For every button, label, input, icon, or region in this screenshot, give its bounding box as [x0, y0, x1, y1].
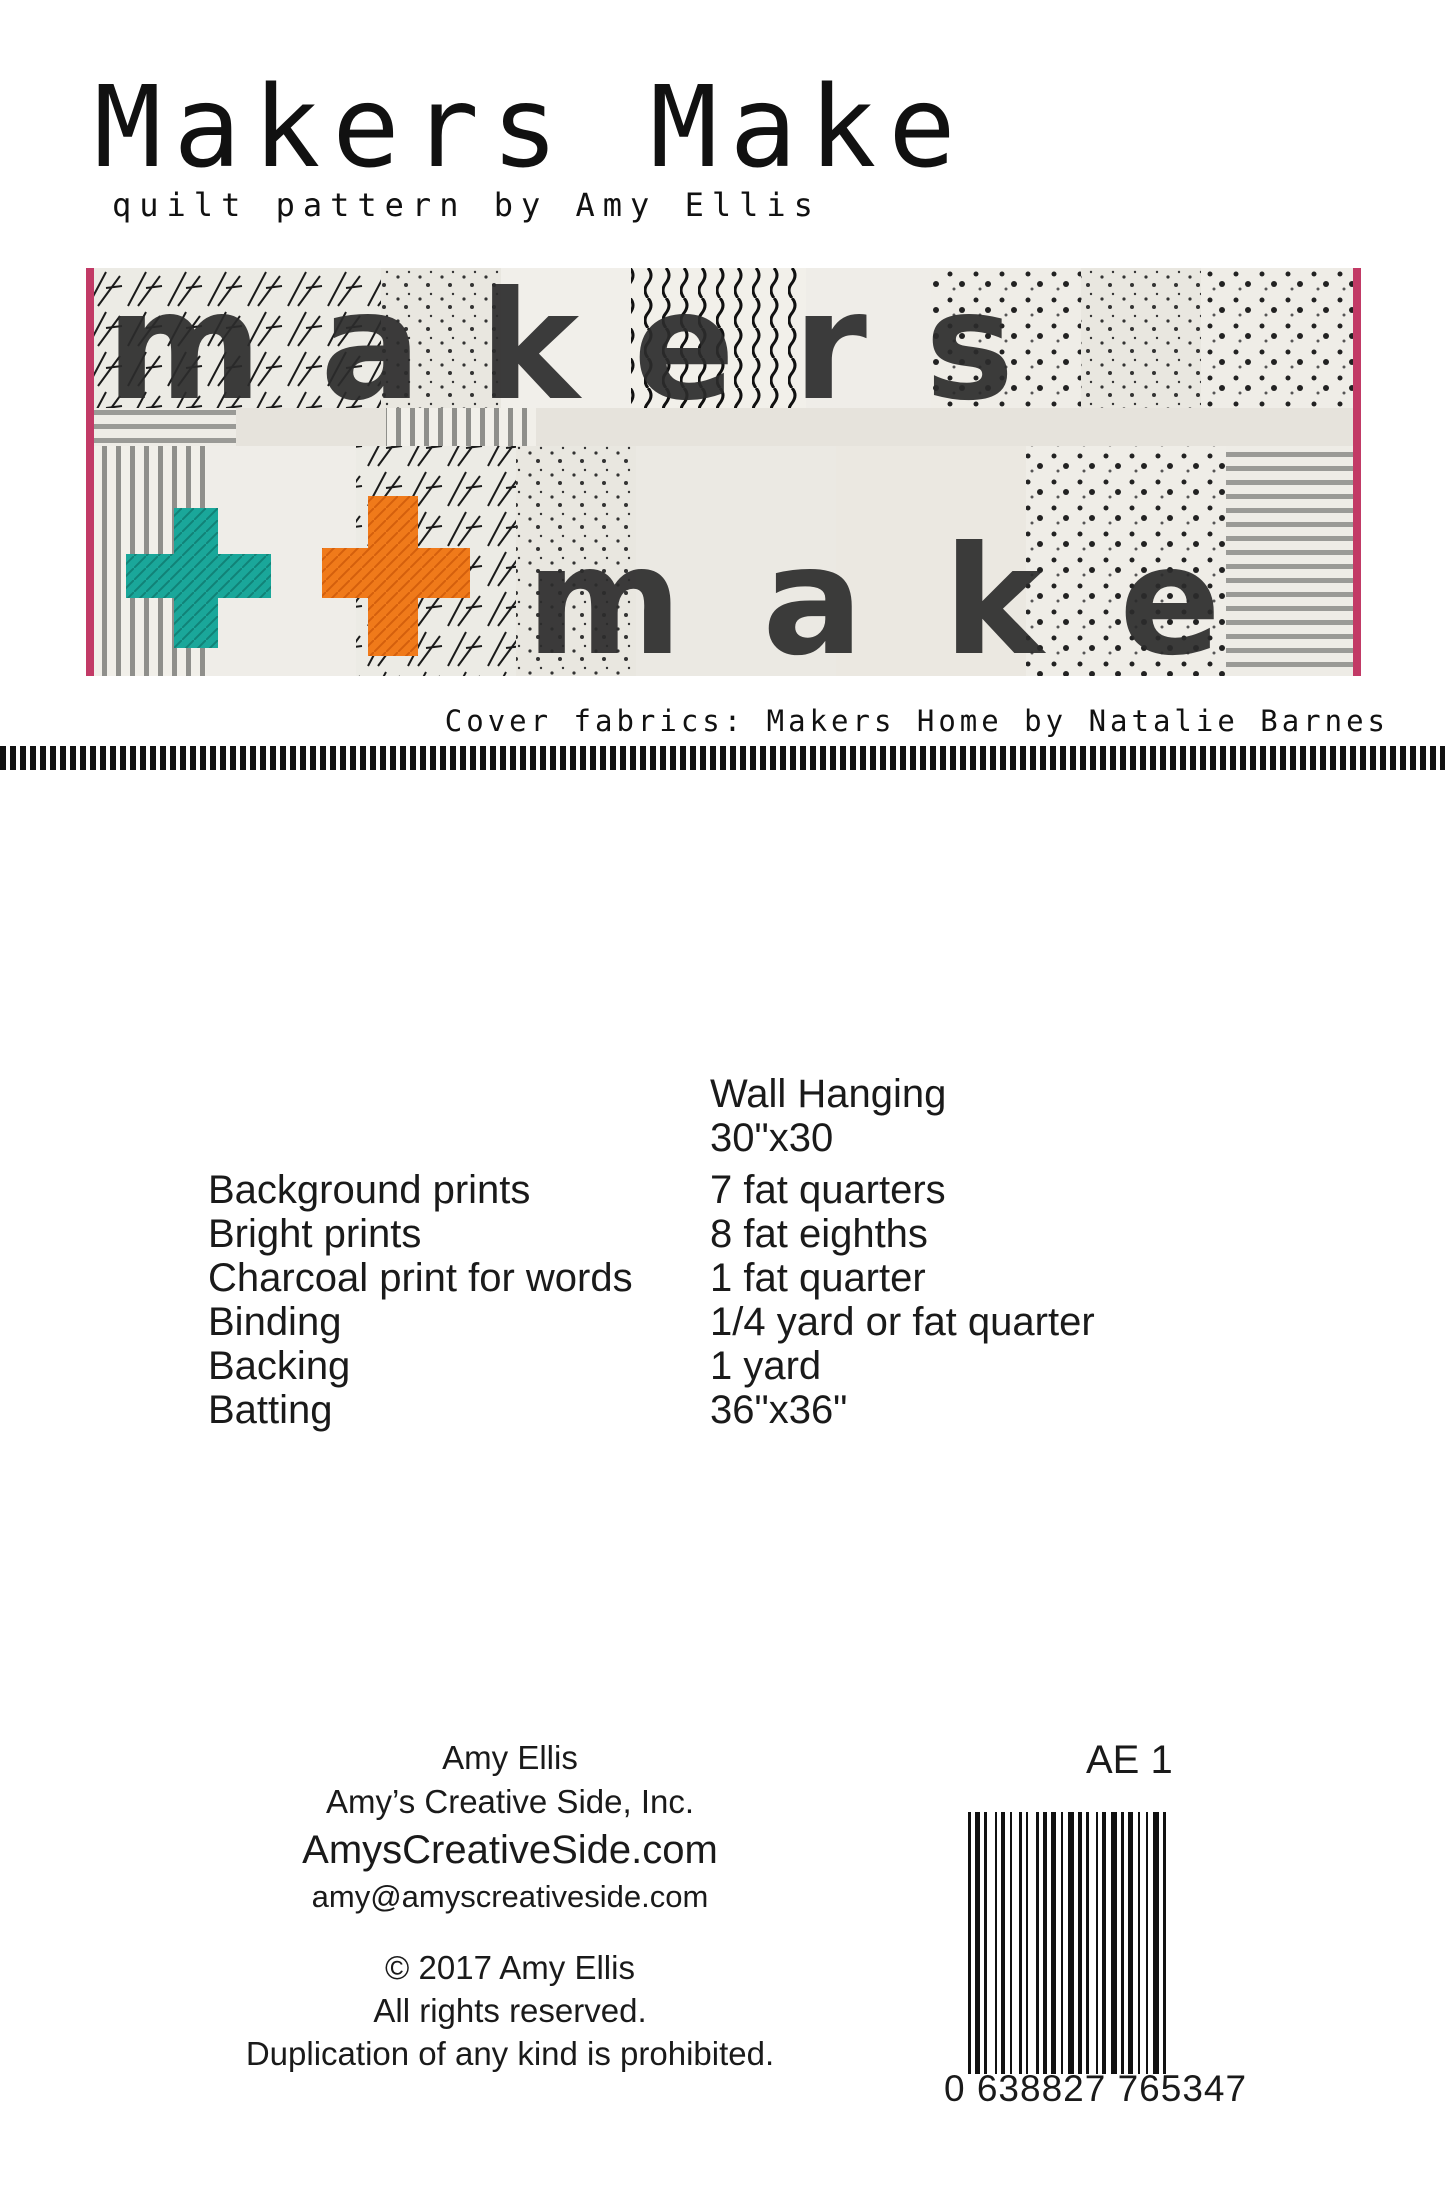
barcode-bar	[1153, 1812, 1159, 2074]
quilt-word-make: make	[526, 515, 1301, 676]
barcode-bar	[1010, 1812, 1012, 2074]
barcode-digits: 0 638827 765347	[944, 2068, 1248, 2109]
contact-block	[160, 1736, 860, 2075]
duplication-notice: Duplication of any kind is prohibited.	[245, 2035, 775, 2072]
size-header	[710, 1072, 946, 1160]
fabric-credit: Cover fabrics: Makers Home by Natalie Barnes	[444, 704, 1389, 738]
barcode-bar	[1043, 1812, 1047, 2074]
stripe-divider	[0, 746, 1445, 770]
barcode-bar	[1163, 1812, 1166, 2074]
barcode-bar	[1078, 1812, 1082, 2074]
barcode-bar	[1068, 1812, 1074, 2074]
barcode-bar	[1086, 1812, 1089, 2074]
barcode-bar	[1138, 1812, 1140, 2074]
requirement-quantity: 1/4 yard or fat quarter	[710, 1300, 1095, 1344]
requirement-item: Background prints	[208, 1168, 531, 1212]
barcode-bar	[1036, 1812, 1039, 2074]
barcode-bar	[1111, 1812, 1117, 2074]
requirement-item: Charcoal print for words	[208, 1256, 633, 1300]
barcode-bar	[1128, 1812, 1133, 2074]
barcode-bar	[1102, 1812, 1106, 2074]
pattern-title: Makers Make	[94, 63, 968, 193]
barcode	[968, 1812, 1298, 2074]
spacer	[160, 1918, 860, 1946]
requirement-item: Backing	[208, 1344, 351, 1388]
barcode-bar	[1001, 1812, 1005, 2074]
barcode-bar	[1026, 1812, 1028, 2074]
requirement-item: Bright prints	[208, 1212, 422, 1256]
company-name: Amy’s Creative Side, Inc.	[325, 1783, 695, 1820]
barcode-bar	[1146, 1812, 1148, 2074]
requirement-quantity: 7 fat quarters	[710, 1168, 946, 1212]
size-label: Wall Hanging	[710, 1072, 947, 1116]
rights-reserved: All rights reserved.	[373, 1992, 647, 2029]
barcode-bar	[1121, 1812, 1124, 2074]
pattern-subtitle: quilt pattern by Amy Ellis	[112, 186, 821, 224]
barcode-bar	[984, 1812, 987, 2074]
website-link[interactable]: AmysCreativeSide.com	[302, 1828, 718, 1872]
email-link[interactable]: amy@amyscreativeside.com	[311, 1879, 709, 1914]
requirement-quantity: 36"x36"	[710, 1388, 848, 1432]
requirement-item: Binding	[208, 1300, 342, 1344]
requirement-item: Batting	[208, 1388, 333, 1432]
requirement-quantity: 1 yard	[710, 1344, 822, 1388]
barcode-bar	[995, 1812, 997, 2074]
quilt-word-makers: makers	[106, 268, 1073, 434]
barcode-bar	[1051, 1812, 1056, 2074]
barcode-bar	[1061, 1812, 1063, 2074]
size-value: 30"x30	[710, 1116, 834, 1160]
requirement-quantity: 8 fat eighths	[710, 1212, 928, 1256]
quilt-photo	[86, 268, 1361, 676]
copyright: © 2017 Amy Ellis	[385, 1949, 635, 1986]
barcode-bar	[1019, 1812, 1022, 2074]
barcode-bar	[968, 1812, 971, 2074]
designer-name: Amy Ellis	[442, 1739, 578, 1776]
product-sku: AE 1	[1086, 1738, 1173, 1782]
barcode-bar	[1096, 1812, 1098, 2074]
requirement-quantity: 1 fat quarter	[710, 1256, 926, 1300]
barcode-bar	[975, 1812, 980, 2074]
